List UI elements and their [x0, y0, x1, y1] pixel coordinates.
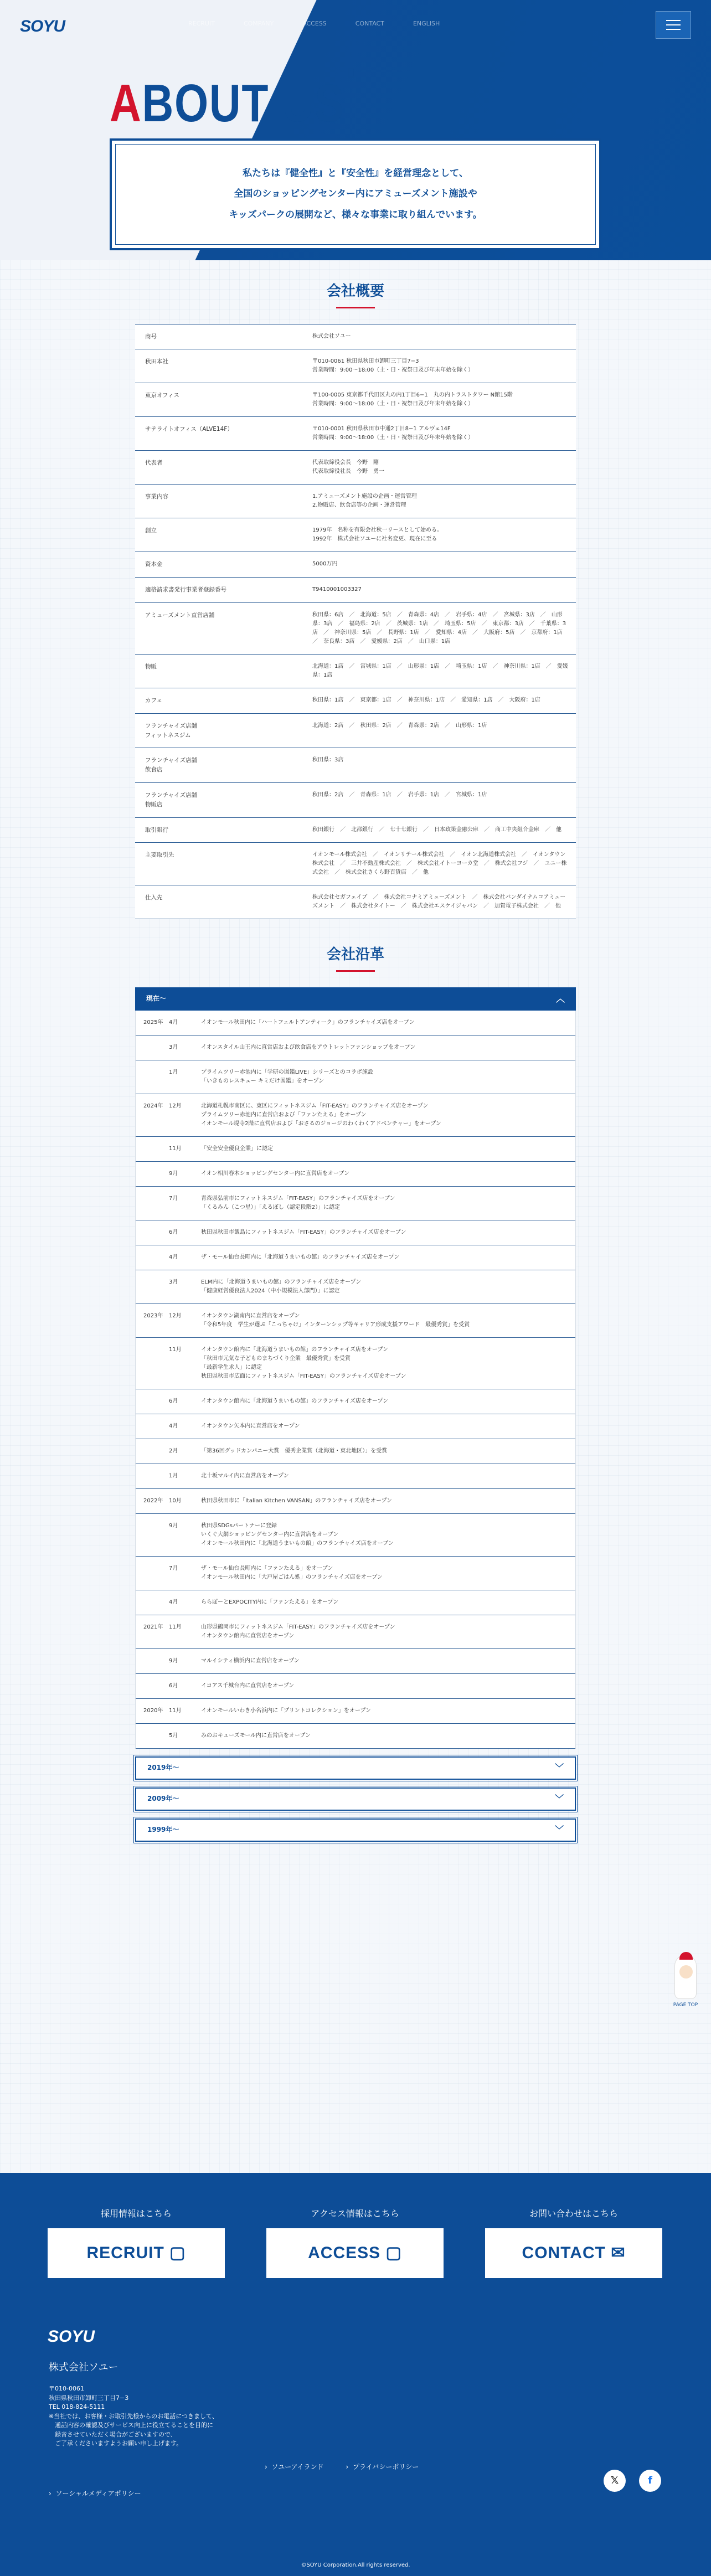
history-accordion-current[interactable]: [135, 987, 576, 1011]
history-month: 4月: [169, 1254, 178, 1260]
cta-label-access: アクセス情報はこちら: [311, 2208, 399, 2219]
history-month: 6月: [169, 1682, 178, 1689]
accordion-label: 2019年〜: [147, 1764, 179, 1772]
overview-value: イオンモール株式会社 ／ イオンリテール株式会社 ／ イオン北海道株式会社 ／ イオンタウン株式会社 ／ 三井不動産株式会社 ／ 株式会社イトーヨーカ堂 ／ 株式会社フジ ／ ユニー株式会社 ／ 株式会社さくら野百貨店 ／ 他: [312, 852, 567, 876]
footer-link-label: プライバシーポリシー: [352, 2463, 419, 2471]
overview-row: [135, 451, 576, 485]
accordion-label: 現在〜: [146, 995, 167, 1003]
history-event: 秋田県SDGsパートナーに登録 いくぐ大網ショッピングセンター内に直営店をオープン イオンモール秋田内に「北海道うまいもの館」のフランチャイズ店をオープン: [201, 1522, 394, 1547]
hero: [0, 0, 711, 260]
history-year: [136, 1060, 166, 1094]
recruit-button-label: RECRUIT: [86, 2244, 164, 2262]
history-event: 「第36回グッドカンパニー大賞 優秀企業賞（北海道・東北地区）」を受賞: [201, 1447, 388, 1454]
history-row: [136, 1464, 575, 1489]
overview-value: 1.アミューズメント施設の企画・運営管理 2.物販店、飲食店等の企画・運営管理: [312, 493, 417, 509]
history-month: 7月: [169, 1565, 178, 1572]
history-row: [136, 1094, 575, 1137]
overview-table: [135, 324, 576, 920]
overview-value: 北海道：2店 ／ 秋田県：2店 ／ 青森県：2店 ／ 山形県：1店: [312, 722, 487, 729]
overview-value: 〒010-0061 秋田県秋田市卸町三丁目7−3 営業時間：9:00〜18:00（土・日・祝祭日及び年末年始を除く）: [312, 358, 474, 374]
overview-key: フランチャイズ店舗 フィットネスジム: [145, 722, 198, 739]
history-row: [136, 1220, 575, 1245]
history-month: 3月: [169, 1279, 178, 1285]
history-year: [136, 1137, 166, 1161]
overview-value: 株式会社セガフェイブ ／ 株式会社コナミアミューズメント ／ 株式会社バンダイナムコアミューズメント ／ 株式会社タイトー ／ 株式会社エスケイジャパン ／ 加賀電子株式会社 ／ 他: [312, 894, 566, 910]
history-event: イオンタウン館内に「北海道うまいもの館」のフランチャイズ店をオープン: [201, 1398, 388, 1404]
history-month: 9月: [169, 1522, 178, 1529]
history-event: イオンモールいわき小名浜内に「プリントコレクション」をオープン: [201, 1707, 371, 1714]
footer-address: 〒010-0061 秋田県秋田市卸町三丁目7−3 TEL 018-824-5111 ※当社では、お客様・お取引先様からのお電話につきまして、 通話内容の確認及びサービス向上に役立てることを目的に 録音させていただく場合がございますので、 ご了承くださいますようお願い申し上げます。: [49, 2385, 218, 2447]
history-year: [136, 1724, 166, 1748]
history-event: イオンモール秋田内に「ハートフェルトアンティーク」のフランチャイズ店をオープン: [201, 1019, 415, 1026]
global-nav: [188, 19, 440, 29]
overview-key: 仕入先: [145, 894, 163, 901]
history-event: ららぽーとEXPOCITY内に「ファンたえる」をオープン: [201, 1599, 339, 1605]
history-month: 4月: [169, 1423, 178, 1429]
overview-value: 秋田銀行 ／ 北都銀行 ／ 七十七銀行 ／ 日本政策金融公庫 ／ 商工中央組合金庫 ／ 他: [312, 826, 561, 833]
history-event: 秋田県秋田市飯島にフィットネスジム「FIT-EASY」のフランチャイズ店をオープン: [201, 1229, 406, 1235]
overview-key: 適格請求書発行事業者登録番号: [145, 586, 226, 594]
history-event: ザ・モール仙台長町内に「ファンたえる」をオープン イオンモール秋田内に「大戸屋ごはん処」のフランチャイズ店をオープン: [201, 1565, 383, 1580]
history-year: [136, 1220, 166, 1245]
overview-key: 事業内容: [145, 493, 168, 501]
history-month: 12月: [169, 1102, 182, 1109]
page-title-initial: A: [110, 74, 142, 133]
history-event: プライムツリー赤池内に「学研の図鑑LIVE」シリーズとのコラボ施設 「いきものレスキュー キミだけ図鑑」をオープン: [201, 1069, 373, 1084]
history-year: [136, 1414, 166, 1439]
history-row: [136, 1137, 575, 1162]
history-month: 3月: [169, 1044, 178, 1050]
overview-value: 〒100-0005 東京都千代田区丸の内1丁目6−1 丸の内トラストタワー N館15階 営業時間：9:00〜18:00（土・日・祝祭日及び年末年始を除く）: [312, 392, 513, 408]
overview-key: カフェ: [145, 697, 162, 704]
mascot-icon: [674, 1955, 697, 1999]
overview-key: 秋田本社: [145, 358, 168, 365]
history-row: [136, 1304, 575, 1338]
heading-underline: [336, 307, 375, 308]
history-row: [136, 1011, 575, 1035]
history-row: [136, 1514, 575, 1557]
history-event: 北十坂マルイ内に直営店をオープン: [201, 1472, 289, 1479]
overview-row: [135, 748, 576, 783]
history-row: [136, 1270, 575, 1304]
history-year: [136, 1187, 166, 1220]
history-accordion-2009[interactable]: [135, 1787, 576, 1811]
history-year: [136, 1514, 166, 1556]
history-month: 11月: [169, 1145, 182, 1152]
overview-key: 創立: [145, 527, 157, 534]
history-event: 山形県鶴岡市にフィットネスジム「FIT-EASY」のフランチャイズ店をオープン イオンタウン館内に直営店をオープン: [201, 1624, 395, 1639]
overview-row: [135, 383, 576, 417]
history-month: 1月: [169, 1069, 178, 1075]
footer-company: 株式会社ソユー: [49, 2362, 118, 2373]
history-row: [136, 1439, 575, 1464]
logo[interactable]: [20, 14, 78, 39]
hamburger-icon-line: [666, 29, 681, 30]
overview-row: [135, 843, 576, 885]
history-year: 2022年: [143, 1497, 163, 1504]
overview-key: 商号: [145, 333, 157, 340]
history-row: [136, 1674, 575, 1699]
page-title-rest: BOUT US: [142, 74, 345, 133]
overview-row: [135, 783, 576, 818]
page-top-button[interactable]: [672, 1955, 699, 2016]
history-month: 12月: [169, 1312, 182, 1319]
access-button-label: ACCESS: [308, 2244, 381, 2262]
overview-key: アミューズメント直営店舗: [145, 611, 215, 619]
chevron-up-icon: ︿: [555, 993, 565, 1004]
overview-key: 資本金: [145, 561, 163, 568]
history-year: [136, 1590, 166, 1615]
title-square-icon: [348, 68, 354, 78]
history-accordion-1999[interactable]: [135, 1818, 576, 1842]
history-row: [136, 1187, 575, 1220]
history-month: 4月: [169, 1599, 178, 1605]
history-event: 「安全安全優良企業」に認定: [201, 1145, 273, 1152]
external-link-icon: ▢: [385, 2244, 402, 2262]
history-row: [136, 1389, 575, 1414]
contact-button[interactable]: [485, 2228, 662, 2278]
history-month: 6月: [169, 1229, 178, 1235]
overview-value: 1979年 名称を有限会社秋一リースとして始める。 1992年 株式会社ソユーに社名変更、現在に至る: [312, 527, 442, 543]
chevron-down-icon: ﹀: [554, 1763, 564, 1774]
social-policy-link[interactable]: › ソーシャルメディアポリシー: [49, 2490, 141, 2497]
overview-row: [135, 714, 576, 749]
mascot-face: [679, 1965, 693, 1979]
history-month: 11月: [169, 1346, 182, 1353]
overview-key: 主要取引先: [145, 852, 174, 859]
overview-value: 秋田県：2店 ／ 青森県：1店 ／ 岩手県：1店 ／ 宮城県：1店: [312, 791, 487, 798]
history-month: 9月: [169, 1657, 178, 1664]
footer-link[interactable]: › ソユーアイランド: [265, 2463, 324, 2471]
history-year: 2024年: [143, 1102, 163, 1109]
mission-inner: [115, 144, 596, 245]
hamburger-icon-line: [666, 24, 681, 25]
history-month: 4月: [169, 1019, 178, 1026]
history-row: [136, 1489, 575, 1514]
history-row: [136, 1699, 575, 1724]
history-row: [136, 1245, 575, 1270]
history-event: 青森県弘前市にフィットネスジム「FIT-EASY」のフランチャイズ店をオープン 「くるみん（こつ星）」「えるぼし（認定段階2）」に認定: [201, 1195, 395, 1210]
overview-key: 代表者: [145, 460, 163, 467]
history-month: 1月: [169, 1472, 178, 1479]
nav-item-recruit[interactable]: RECRUIT: [188, 20, 215, 27]
history-event: イオン相川春木ショッピングセンター内に直営店をオープン: [201, 1170, 349, 1177]
history-year: [136, 1338, 166, 1389]
overview-row: [135, 552, 576, 578]
footer-links: [265, 2462, 419, 2472]
nav-item-contact[interactable]: CONTACT: [355, 20, 384, 27]
mission-line: キッズパークの展開など、様々な事業に取り組んでいます。: [229, 209, 482, 220]
history-month: 6月: [169, 1398, 178, 1404]
history-row: [136, 1035, 575, 1060]
history-event: 北海道札幌市南区に、東区にフィットネスジム「FIT-EASY」のフランチャイズ店をオープン プライムツリー赤池内に直営店および「ファンたえる」をオープン イオンモール堤寺2階に直営店および「おさるのジョージのわくわくアドベンチャー」をオープン: [201, 1102, 441, 1127]
overview-key: サテライトオフィス（ALVE14F）: [145, 426, 233, 433]
social-links: [604, 2470, 661, 2492]
overview-row: [135, 885, 576, 919]
history-year: 2025年: [143, 1019, 163, 1026]
history-row: [136, 1060, 575, 1094]
mascot-cap: [679, 1952, 693, 1960]
history-row: [136, 1590, 575, 1615]
recruit-button[interactable]: [48, 2228, 225, 2278]
history-event: イオンタウン館内に「北海道うまいもの館」のフランチャイズ店をオープン 「秋田市元気な子どものまちづくり企業 最優秀賞」を受賞 「最新学生求人」に認定 秋田県秋田市広面にフィットネスジム「FIT-EASY」のフランチャイズ店をオープン: [201, 1346, 406, 1379]
history-year: [136, 1035, 166, 1060]
history-month: 11月: [169, 1707, 182, 1714]
footer-logo[interactable]: SOYU: [48, 2327, 95, 2346]
overview-key: 物販: [145, 663, 157, 670]
history-row: [136, 1162, 575, 1187]
history-accordion-2019[interactable]: [135, 1756, 576, 1780]
overview-value: 秋田県：1店 ／ 東京都：1店 ／ 神奈川県：1店 ／ 愛知県：1店 ／ 大阪府：1店: [312, 697, 540, 703]
footer: [0, 2304, 711, 2576]
page-title: [110, 61, 354, 146]
mission-line: 私たちは『健全性』と『安全性』を経営理念として、: [243, 168, 468, 179]
history-row: [136, 1649, 575, 1674]
nav-item-english[interactable]: ENGLISH: [413, 20, 440, 27]
overview-value: 秋田県：3店: [312, 757, 344, 764]
history-month: 11月: [169, 1624, 182, 1630]
overview-row: [135, 603, 576, 655]
history-month: 2月: [169, 1447, 178, 1454]
page-top-label: PAGE TOP: [673, 2002, 698, 2008]
history-year: 2021年: [143, 1624, 163, 1630]
external-link-icon: ▢: [169, 2244, 186, 2262]
history-row: [136, 1615, 575, 1649]
history-year: [136, 1389, 166, 1414]
contact-button-label: CONTACT: [522, 2244, 606, 2262]
history-event: 秋田県秋田市に「Italian Kitchen VANSAN」のフランチャイズ店をオープン: [201, 1497, 393, 1504]
mail-icon: ✉: [611, 2244, 626, 2262]
history-year: 2020年: [143, 1707, 163, 1714]
history-year: [136, 1649, 166, 1673]
facebook-icon[interactable]: f: [639, 2470, 661, 2492]
footer-link[interactable]: › プライバシーポリシー: [346, 2463, 419, 2471]
footer-link-label: ソユーアイランド: [271, 2463, 324, 2471]
history: [135, 987, 576, 1842]
copyright: ©SOYU Corporation.All rights reserved.: [301, 2562, 410, 2568]
overview-row: [135, 688, 576, 714]
history-event: マルイシティ横浜内に直営店をオープン: [201, 1657, 300, 1664]
history-year: 2023年: [143, 1312, 163, 1319]
overview-value: 5000万円: [312, 561, 338, 568]
history-heading-text: 会社沿革: [326, 946, 384, 964]
history-row: [136, 1338, 575, 1389]
menu-button[interactable]: [656, 11, 691, 39]
overview-key: フランチャイズ店舗 飲食店: [145, 757, 198, 774]
overview-row: [135, 324, 576, 350]
overview-key: 東京オフィス: [145, 392, 179, 399]
nav-item-access[interactable]: ACCESS: [302, 20, 327, 27]
overview-value: 〒010-0001 秋田県秋田市中通2丁目8−1 アルヴェ14F 営業時間：9:00〜18:00（土・日・祝祭日及び年末年始を除く）: [312, 426, 474, 441]
history-month: 9月: [169, 1170, 178, 1177]
mission-line: 全国のショッピングセンター内にアミューズメント施設や: [234, 188, 477, 200]
cta-buttons: [48, 2228, 662, 2278]
access-button[interactable]: [266, 2228, 444, 2278]
nav-item-company[interactable]: COMPANY: [243, 20, 274, 27]
history-event: イコアス千城台内に直営店をオープン: [201, 1682, 295, 1689]
history-year: [136, 1557, 166, 1590]
mission-box: [110, 138, 601, 250]
history-month: 5月: [169, 1732, 178, 1739]
accordion-label: 2009年〜: [147, 1795, 179, 1803]
chevron-down-icon: ﹀: [554, 1794, 564, 1805]
overview-value: 代表取締役会長 今野 剛 代表取締役社長 今野 勇一: [312, 460, 384, 475]
overview-key: フランチャイズ店舗 物販店: [145, 791, 198, 808]
overview-heading-text: 会社概要: [326, 283, 384, 300]
overview-value: T9410001003327: [312, 586, 362, 593]
overview-row: [135, 655, 576, 688]
history-year: [136, 1464, 166, 1488]
history-event: イオンタウン矢本内に直営店をオープン: [201, 1423, 300, 1429]
history-list: [135, 1011, 576, 1749]
history-month: 10月: [169, 1497, 182, 1504]
heading-underline: [336, 970, 375, 972]
overview-row: [135, 578, 576, 603]
overview-heading: [0, 280, 711, 308]
history-month: 7月: [169, 1195, 178, 1202]
history-year: [136, 1245, 166, 1270]
history-year: [136, 1270, 166, 1304]
history-year: [136, 1162, 166, 1186]
history-row: [136, 1557, 575, 1590]
accordion-label: 1999年〜: [147, 1826, 179, 1834]
overview-row: [135, 518, 576, 552]
overview-row: [135, 417, 576, 451]
overview-value: 株式会社ソユー: [312, 333, 351, 339]
x-icon[interactable]: 𝕏: [604, 2470, 626, 2492]
history-year: [136, 1439, 166, 1464]
overview-value: 北海道：1店 ／ 宮城県：1店 ／ 山形県：1店 ／ 埼玉県：1店 ／ 神奈川県：1店 ／ 愛媛県：1店: [312, 663, 568, 678]
overview-key: 取引銀行: [145, 826, 168, 833]
history-row: [136, 1414, 575, 1439]
overview-row: [135, 349, 576, 383]
history-row: [136, 1724, 575, 1749]
history-event: イオンタウン湖南内に直営店をオープン 「令和5年度 学生が選ぶ「こっちゃけ」インターンシップ等キャリア形成支援アワード 最優秀賞」を受賞: [201, 1312, 470, 1328]
overview-row: [135, 818, 576, 843]
logo-text: SOYU: [20, 17, 65, 35]
overview-value: 秋田県：6店 ／ 北海道：5店 ／ 青森県：4店 ／ 岩手県：4店 ／ 宮城県：3店 ／ 山形県：3店 ／ 福島県：2店 ／ 茨城県：1店 ／ 埼玉県：5店 ／ 東京都：3店 ／ 千葉県：3店 ／ 神奈川県：5店 ／ 長野県：1店 ／ 愛知県：4店 ／ 大阪府：5店 ／ 京都府：1店 ／ 奈良県：3店 ／ 愛媛県：2店 ／ 山口県：1店: [312, 611, 568, 645]
hamburger-icon: [666, 20, 681, 21]
overview-row: [135, 485, 576, 518]
history-year: [136, 1674, 166, 1698]
chevron-down-icon: ﹀: [554, 1825, 564, 1836]
history-event: みのおキューズモール内に直営店をオープン: [201, 1732, 311, 1739]
history-event: ザ・モール仙台長町内に「北海道うまいもの館」のフランチャイズ店をオープン: [201, 1254, 400, 1260]
social-policy-label: ソーシャルメディアポリシー: [55, 2490, 141, 2497]
history-event: ELM内に「北海道うまいもの館」のフランチャイズ店をオープン 「健康経営優良法人2024（中小規模法人部門）」に認定: [201, 1279, 362, 1294]
history-heading: [0, 944, 711, 972]
cta-labels: [48, 2207, 662, 2221]
cta-label-contact: お問い合わせはこちら: [529, 2208, 618, 2219]
history-event: イオンスタイル山王内に直営店および飲食店をアウトレットファンショップをオープン: [201, 1044, 416, 1050]
cta-label-recruit: 採用情報はこちら: [100, 2208, 172, 2219]
